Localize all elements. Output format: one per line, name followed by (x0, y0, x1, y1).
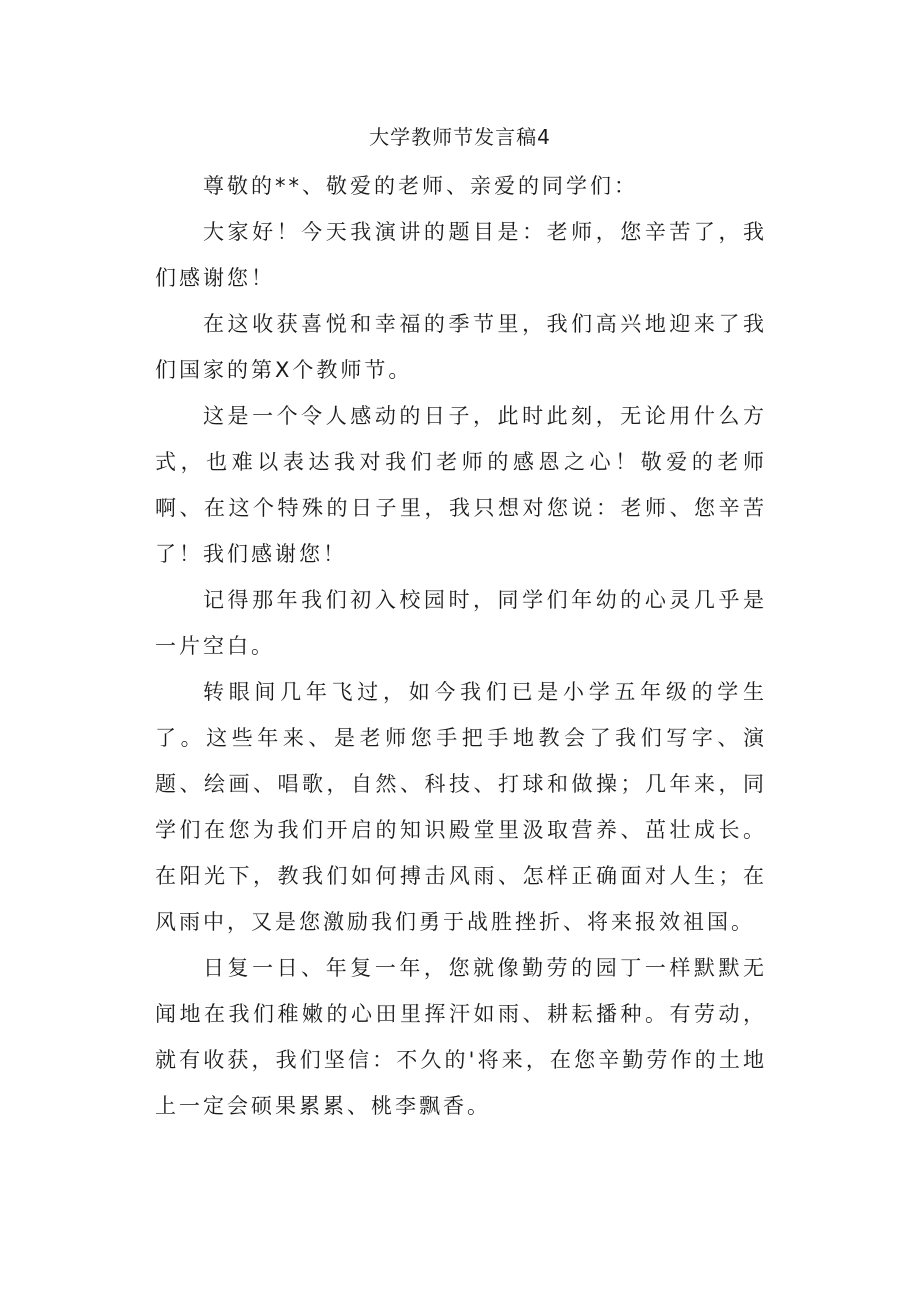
document-title: 大学教师节发言稿4 (369, 125, 551, 149)
paragraph-gratitude: 这是一个令人感动的日子，此时此刻，无论用什么方式，也难以表达我对我们老师的感恩之心！敬爱的老师啊、在这个特殊的日子里，我只想对您说：老师、您辛苦了！我们感谢您！ (155, 404, 767, 566)
paragraph-opening: 大家好！今天我演讲的题目是：老师，您辛苦了，我们感谢您！ (155, 220, 767, 290)
document-body (155, 163, 767, 1129)
paragraph-gardener: 日复一日、年复一年，您就像勤劳的园丁一样默默无闻地在我们稚嫩的心田里挥汗如雨、耕耘播种。有劳动，就有收获，我们坚信：不久的'将来，在您辛勤劳作的土地上一定会硕果累累、桃李飘香。 (155, 956, 767, 1118)
paragraph-season: 在这收获喜悦和幸福的季节里，我们高兴地迎来了我们国家的第X个教师节。 (155, 312, 767, 382)
paragraph-greeting: 尊敬的**、敬爱的老师、亲爱的同学们： (203, 174, 638, 198)
paragraph-memory: 记得那年我们初入校园时，同学们年幼的心灵几乎是一片空白。 (155, 588, 767, 658)
paragraph-growth: 转眼间几年飞过，如今我们已是小学五年级的学生了。这些年来、是老师您手把手地教会了我们写字、演题、绘画、唱歌，自然、科技、打球和做操；几年来，同学们在您为我们开启的知识殿堂里汲取营养、茁壮成长。在阳光下，教我们如何搏击风雨、怎样正确面对人生；在风雨中，又是您激励我们勇于战胜挫折、将来报效祖国。 (155, 680, 767, 934)
